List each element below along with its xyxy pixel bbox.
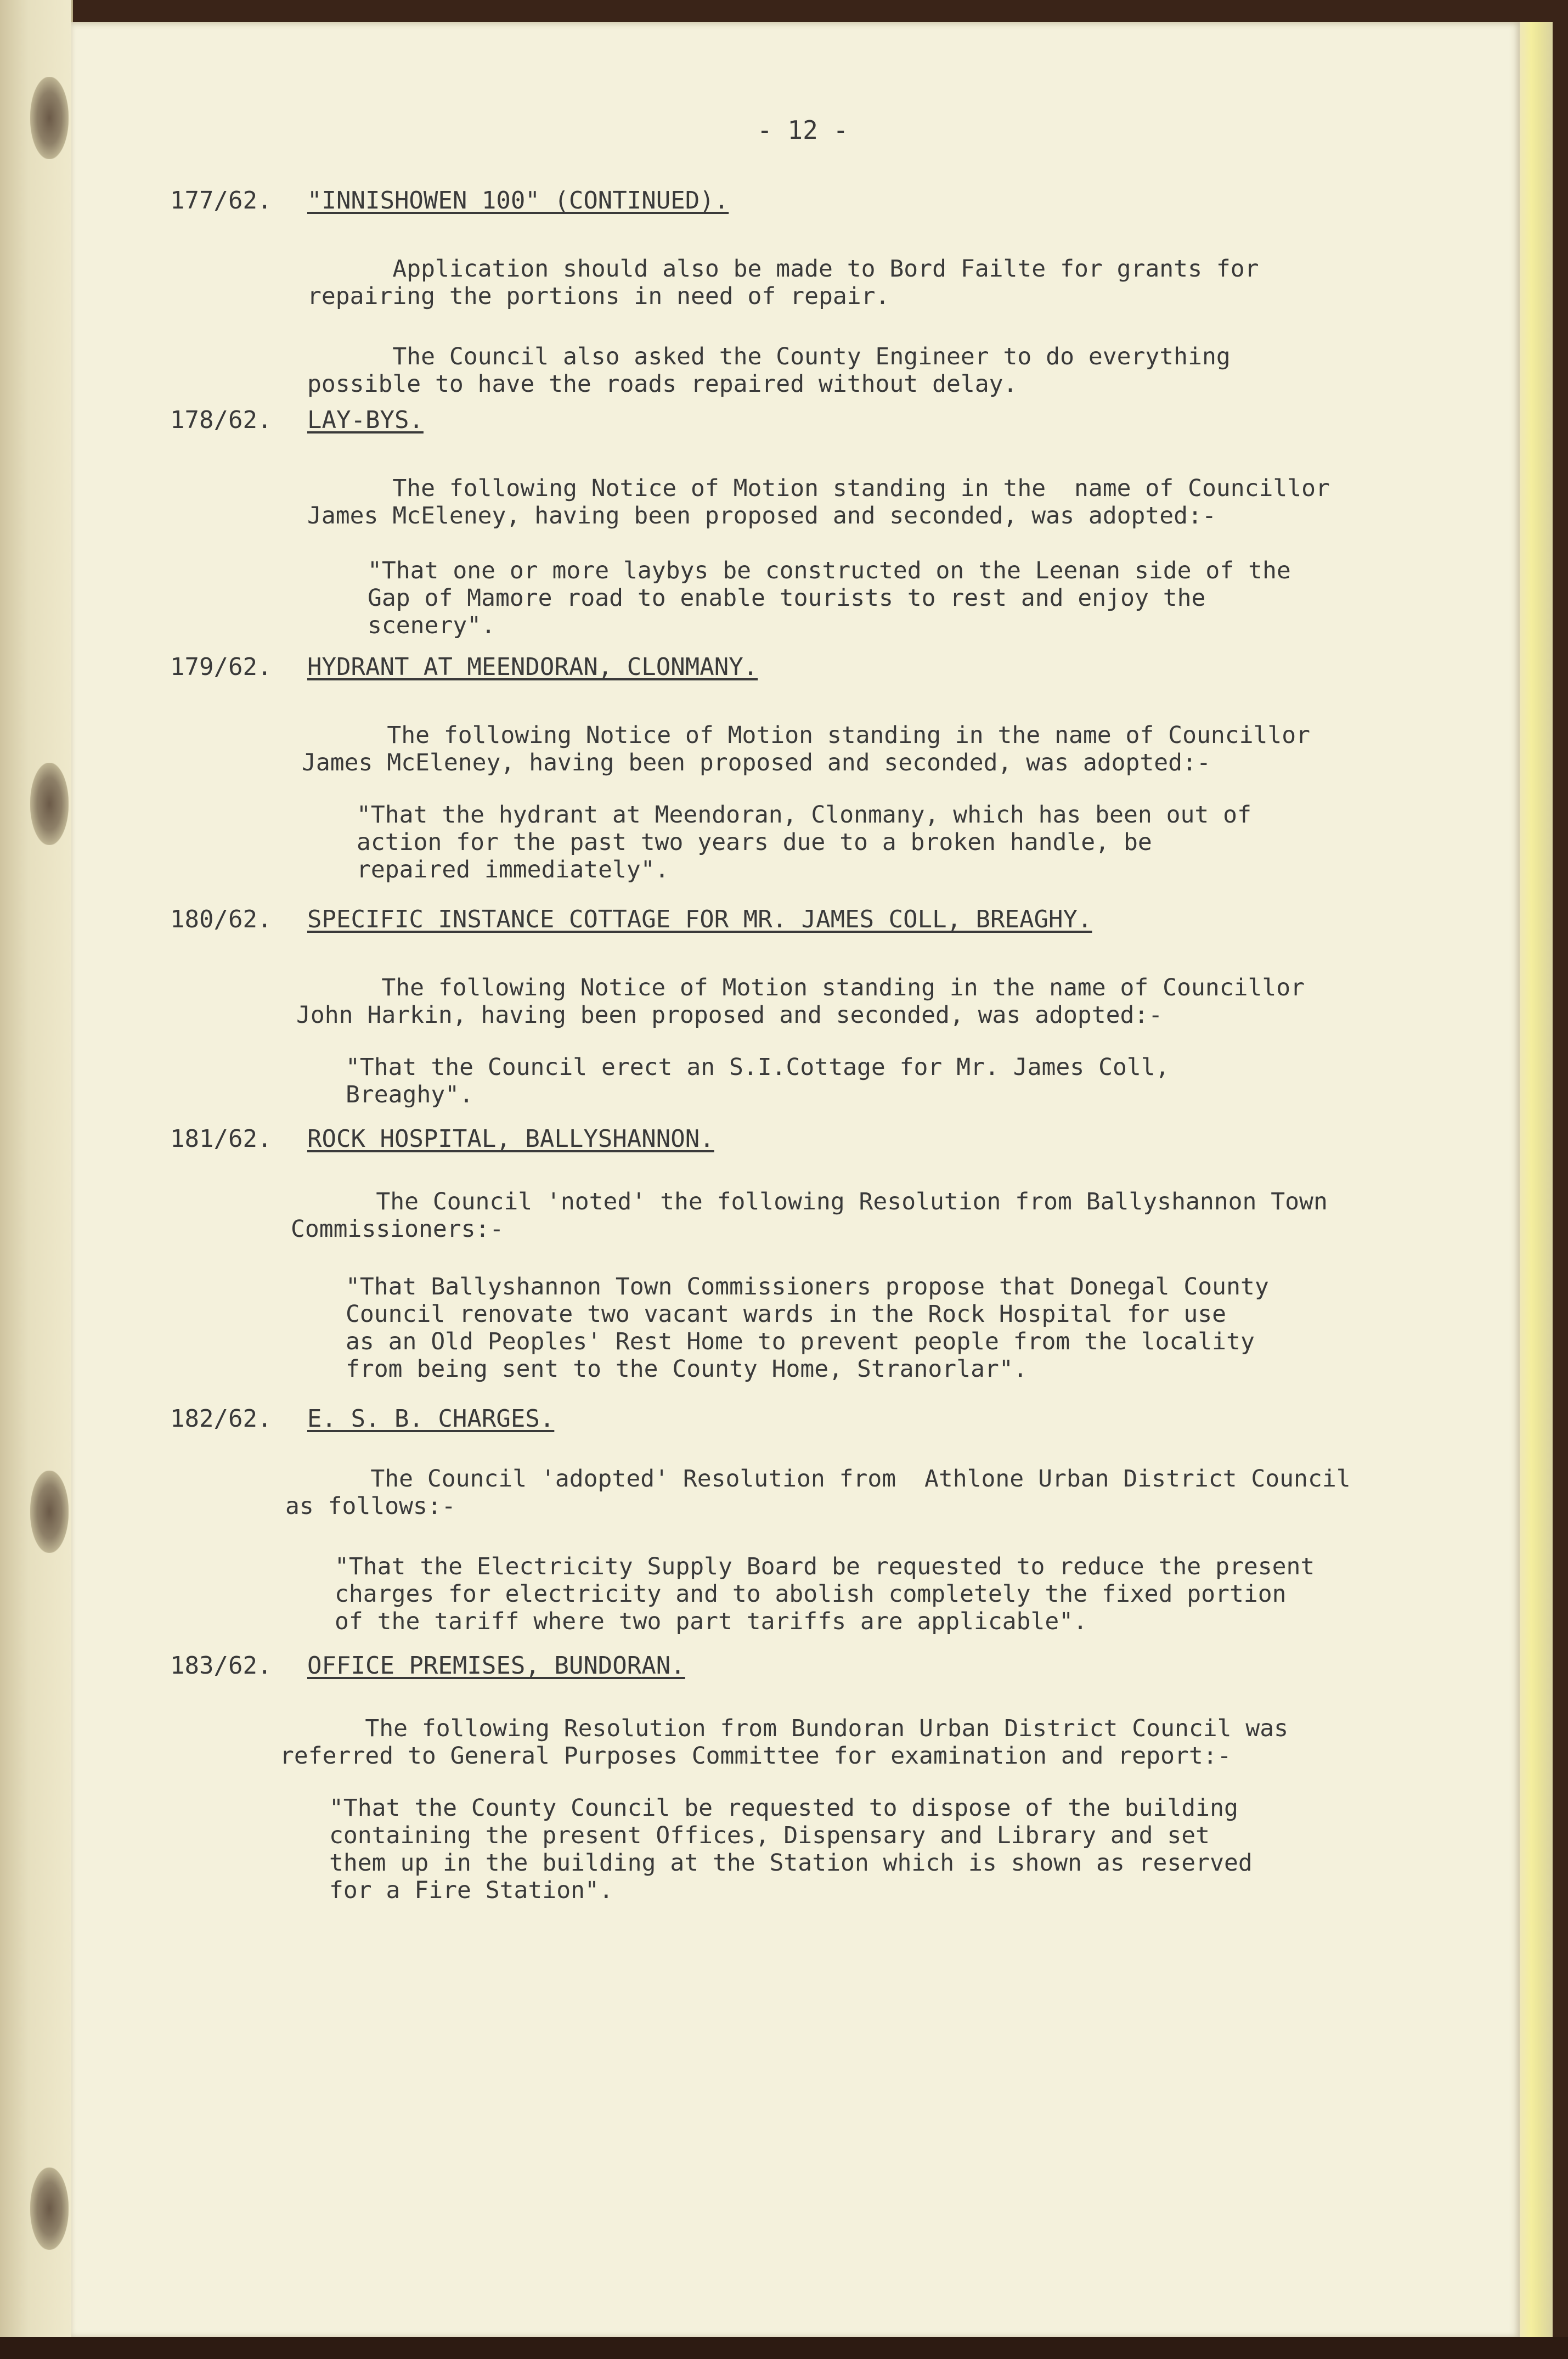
minute-paragraph: The Council 'adopted' Resolution from Athlone Urban District Council as follows:-	[285, 1465, 1351, 1520]
minute-quote: "That the Electricity Supply Board be requested to reduce the present charges for electricity and to abolish completely the fixed portion of the tariff where two part tariffs are applicable".	[335, 1553, 1315, 1635]
minute-quote: "That the Council erect an S.I.Cottage for Mr. James Coll, Breaghy".	[346, 1054, 1170, 1108]
minute-title: ROCK HOSPITAL, BALLYSHANNON.	[307, 1125, 714, 1153]
minute-number: 177/62.	[170, 187, 272, 215]
minute-paragraph: The following Notice of Motion standing in the name of Councillor James McEleney, having been proposed and seconded, was adopted:-	[307, 475, 1330, 530]
minute-title: OFFICE PREMISES, BUNDORAN.	[307, 1652, 685, 1680]
binding-hole-icon	[30, 77, 69, 159]
minute-quote: "That the hydrant at Meendoran, Clonmany, which has been out of action for the past two years due to a broken handle, be repaired immediately".	[357, 801, 1251, 883]
minute-paragraph: The Council also asked the County Engineer to do everything possible to have the roads repaired without delay.	[307, 343, 1231, 398]
minute-number: 181/62.	[170, 1125, 272, 1153]
minute-paragraph: The following Resolution from Bundoran Urban District Council was referred to General Purposes Committee for examination and report:-	[280, 1715, 1289, 1770]
minute-number: 178/62.	[170, 406, 272, 434]
binding-hole-icon	[30, 1471, 69, 1553]
page-edge	[1520, 22, 1553, 2337]
minute-paragraph: The following Notice of Motion standing in the name of Councillor John Harkin, having been proposed and seconded, was adopted:-	[296, 974, 1305, 1029]
minute-paragraph: The Council 'noted' the following Resolution from Ballyshannon Town Commissioners:-	[291, 1188, 1328, 1243]
minute-title: LAY-BYS.	[307, 406, 424, 434]
bottom-band	[0, 2337, 1568, 2359]
minute-paragraph: Application should also be made to Bord Failte for grants for repairing the portions in need of repair.	[307, 255, 1259, 310]
minute-number: 183/62.	[170, 1652, 272, 1680]
binding-margin	[0, 0, 73, 2359]
minute-quote: "That one or more laybys be constructed on the Leenan side of the Gap of Mamore road to enable tourists to rest and enjoy the scenery".	[368, 557, 1291, 639]
minute-title: "INNISHOWEN 100" (CONTINUED).	[307, 187, 729, 215]
minute-title: E. S. B. CHARGES.	[307, 1405, 555, 1433]
minute-paragraph: The following Notice of Motion standing in the name of Councillor James McEleney, having been proposed and seconded, was adopted:-	[302, 722, 1311, 776]
minute-number: 179/62.	[170, 653, 272, 681]
binding-hole-icon	[30, 2167, 69, 2250]
minute-title: HYDRANT AT MEENDORAN, CLONMANY.	[307, 653, 758, 681]
minute-title: SPECIFIC INSTANCE COTTAGE FOR MR. JAMES COLL, BREAGHY.	[307, 905, 1092, 933]
page-number: - 12 -	[757, 115, 849, 145]
minute-quote: "That the County Council be requested to dispose of the building containing the present Offices, Dispensary and Library and set them up in the building at the Station which is shown as reserved for a Fire Station".	[329, 1794, 1253, 1904]
binding-hole-icon	[30, 763, 69, 845]
minute-quote: "That Ballyshannon Town Commissioners propose that Donegal County Council renovate two vacant wards in the Rock Hospital for use as an Old Peoples' Rest Home to prevent people from the locality from being sent to the County Home, Stranorlar".	[346, 1273, 1269, 1383]
minute-number: 180/62.	[170, 905, 272, 933]
document-page	[71, 22, 1520, 2337]
minute-number: 182/62.	[170, 1405, 272, 1433]
